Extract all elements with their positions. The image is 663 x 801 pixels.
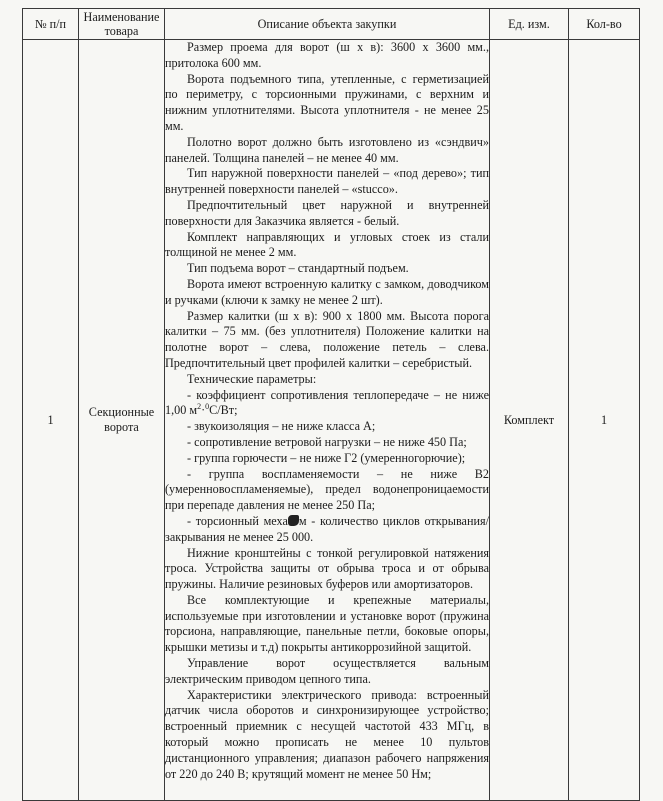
param-wind: - сопротивление ветровой нагрузки – не ниже 450 Па; — [187, 434, 467, 449]
param-sound: - звукоизоляция – не ниже класса А; — [187, 419, 376, 434]
desc-paragraph: Тип наружной поверхности панелей – «под дерево»; тип внутренней поверхности панелей – «stucco». — [165, 166, 489, 197]
param-flammability: - группа горючести – не ниже Г2 (умеренногорючие); — [187, 450, 466, 465]
param-ignition: - группа воспламеняемости – не ниже В2 (умеренновоспламеняемые), предел водонепроницаемости при перепаде давления не менее 250 Па; — [165, 466, 489, 513]
header-unit: Ед. изм. — [490, 9, 569, 40]
param-heat-transfer: - коэффициент сопротивления теплопередаче – не ниже 1,00 $м^2\cdot^0С/Вт$; — [165, 387, 489, 418]
desc-paragraph: Все комплектующие и крепежные материалы, используемые при изготовлении и установке ворот (пружина торсиона, направляющие, панельные петли, боковые опоры, крышки метизы и т.д) покрыты антикоррозийной защитой. — [165, 592, 489, 655]
desc-paragraph: Ворота подъемного типа, утепленные, с герметизацией по периметру, с торсионными пружинами, с верхним и нижним уплотнителями. Высота уплотнителя - не менее 25 мм. — [165, 71, 489, 133]
desc-paragraph: Технические параметры: — [187, 371, 317, 386]
desc-paragraph: Полотно ворот должно быть изготовлено из «сэндвич» панелей. Толщина панелей – не менее 40 мм. — [165, 134, 489, 165]
desc-paragraph: Размер проема для ворот (ш х в): 3600 х 3600 мм., притолока 600 мм. — [165, 40, 489, 70]
header-desc: Описание объекта закупки — [165, 9, 490, 40]
row-name: Секционные ворота — [79, 40, 165, 801]
table-row — [23, 40, 640, 801]
desc-paragraph: Размер калитки (ш х в): 900 х 1800 мм. Высота порога калитки – 75 мм. (без уплотнителя) Положение калитки на полотне ворот – слева, положение петель – слева. Предпочтительный цвет профилей калитки – серебристый. — [165, 308, 489, 370]
procurement-table — [22, 8, 640, 801]
desc-paragraph: Ворота имеют встроенную калитку с замком, доводчиком и ручками (ключи к замку не менее 2 шт). — [165, 276, 489, 307]
desc-paragraph: Комплект направляющих и угловых стоек из стали толщиной не менее 2 мм. — [165, 229, 489, 260]
row-unit: Комплект — [490, 40, 569, 801]
row-description — [165, 40, 490, 801]
table-header-row — [23, 9, 640, 40]
desc-paragraph: Тип подъема ворот – стандартный подъем. — [187, 261, 409, 276]
desc-paragraph: Предпочтительный цвет наружной и внутренней поверхности для Заказчика является - белый. — [165, 197, 489, 228]
desc-paragraph: Нижние кронштейны с тонкой регулировкой натяжения троса. Устройства защиты от обрыва троса и от обрыва пружины. Наличие резиновых буферов или амортизаторов. — [165, 545, 489, 592]
header-qty: Кол-во — [569, 9, 640, 40]
row-qty: 1 — [569, 40, 640, 801]
ink-blot-icon — [288, 515, 299, 526]
desc-paragraph: Характеристики электрического привода: встроенный датчик числа оборотов и синхронизирующее устройство; встроенный приемник с несущей частотой 433 МГц, в который можно прописать не менее 10 пультов дистанционного управления; диапазон рабочего напряжения от 220 до 240 В; крутящий момент не менее 50 Нм; — [165, 687, 489, 781]
row-num: 1 — [23, 40, 79, 801]
header-name: Наименование товара — [79, 9, 165, 40]
param-torsion: - торсионный меха м - количество циклов открывания/закрывания не менее 25 000. — [165, 513, 489, 544]
header-num: № п/п — [23, 9, 79, 40]
desc-paragraph: Управление ворот осуществляется вальным электрическим приводом цепного типа. — [165, 656, 489, 686]
